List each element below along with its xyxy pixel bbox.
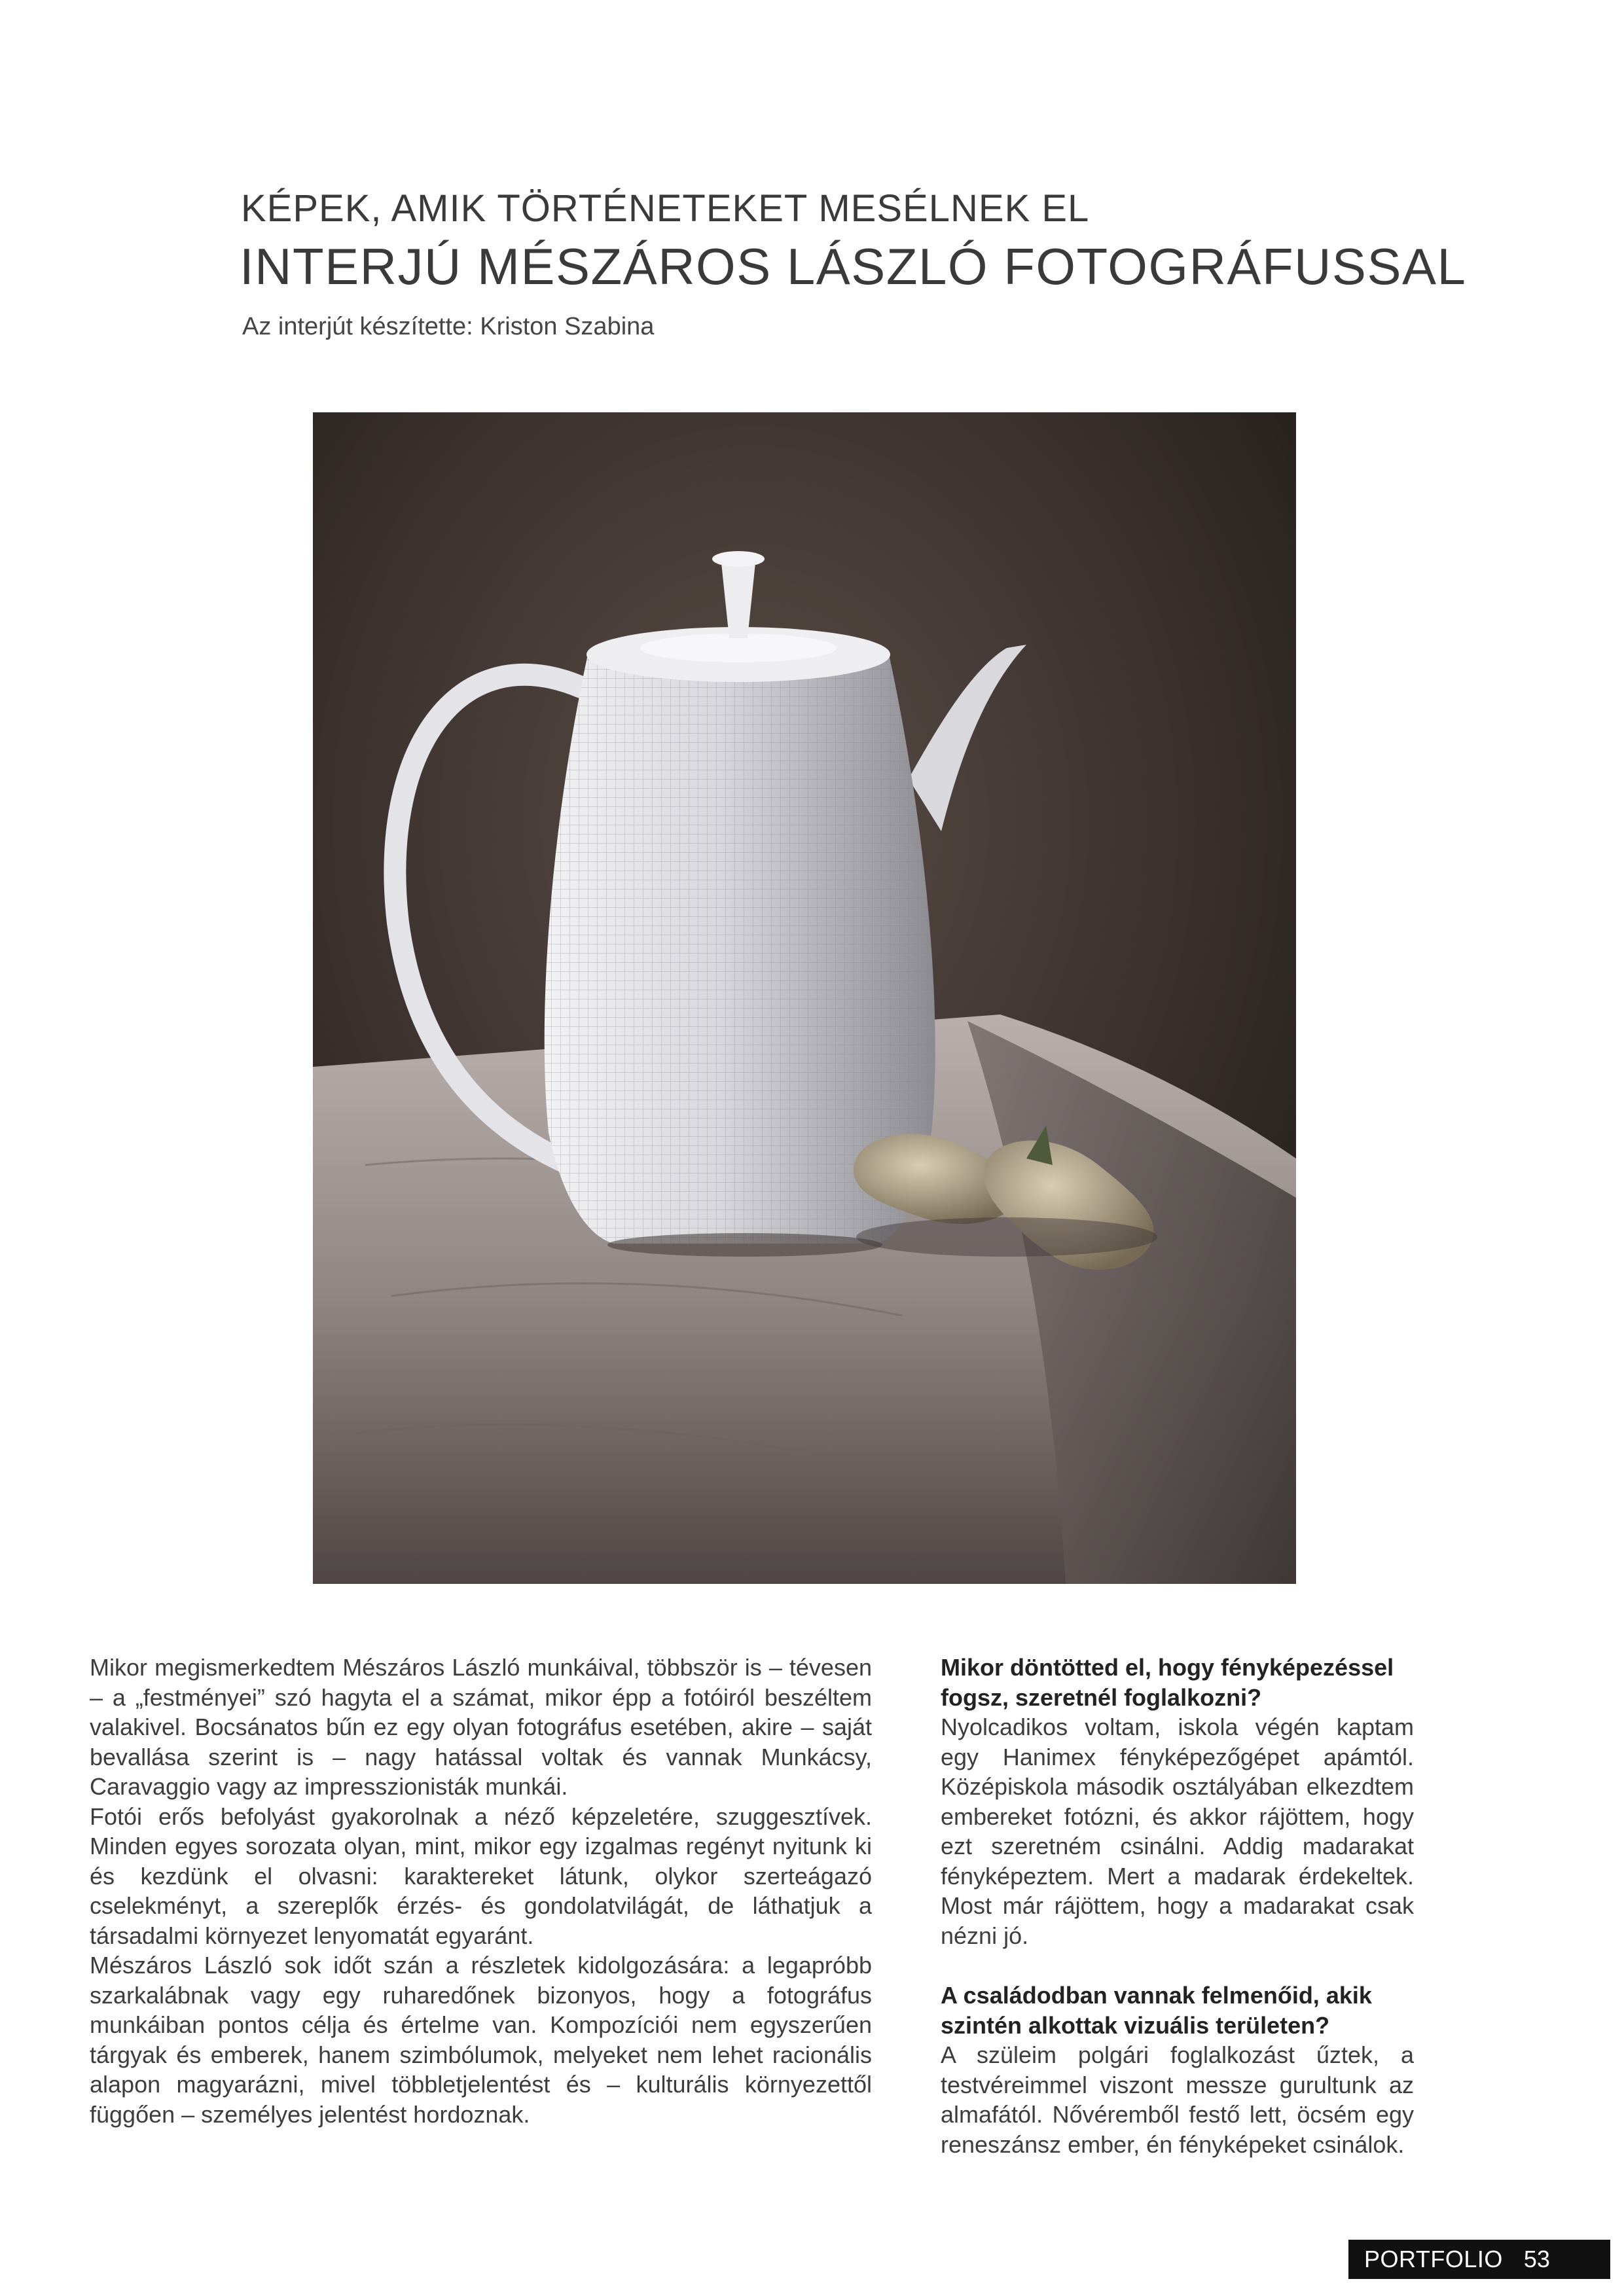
spacer [941,1950,1414,1981]
page-footer [1348,2240,1610,2279]
interview-question: A családodban vannak felmenőid, akik szintén alkottak vizuális területen? [941,1982,1372,2039]
still-life-teapot-ginger-photo [313,412,1296,1584]
interview-question: Mikor döntötted el, hogy fényképezéssel fogsz, szeretnél foglalkozni? [941,1654,1394,1711]
interview-column [941,1653,1414,2159]
article-title: INTERJÚ MÉSZÁROS LÁSZLÓ FOTOGRÁFUSSAL [240,238,1467,295]
section-name: PORTFOLIO [1364,2246,1503,2272]
article-kicker: KÉPEK, AMIK TÖRTÉNETEKET MESÉLNEK EL [241,187,1090,230]
page-number: 53 [1523,2246,1550,2272]
still-life-photo [313,412,1296,1584]
article-byline: Az interjút készítette: Kriston Szabina [242,313,655,340]
intro-column [90,1653,872,2129]
interview-answer: A szüleim polgári foglalkozást űztek, a testvéreimmel viszont messze gurultunk az almafától. Nővéremből festő lett, öcsém egy reneszánsz ember, én fényképeket csinálok. [941,2041,1414,2158]
intro-paragraph: Mikor megismerkedtem Mészáros László munkáival, többször is – tévesen – a „festményei” szó hagyta el a számat, mikor épp a fotóiról beszéltem valakivel. Bocsánatos bűn ez egy olyan fotográfus esetében, akire – saját bevallása szerint is – nagy hatással voltak és vannak Munkácsy, Caravaggio vagy az impresszionisták munkái. [90,1654,872,1800]
intro-paragraph: Mészáros László sok időt szán a részletek kidolgozására: a legapróbb szarkalábnak vagy egy ruharedőnek bizonyos, hogy a fotográfus munkáiban pontos célja és értelme van. Kompozíciói nem egyszerűen tárgyak és emberek, hanem szimbólumok, melyeket nem lehet racionális alapon magyarázni, mivel többletjelentést és – kulturális környezettől függően – személyes jelentést hordoznak. [90,1952,872,2128]
interview-answer: Nyolcadikos voltam, iskola végén kaptam egy Hanimex fényképezőgépet apámtól. Középiskola második osztályában elkezdtem embereket fotózni, és akkor rájöttem, hogy ezt szeretném csinálni. Addig madarakat fényképeztem. Mert a madarak érdekeltek. Most már rájöttem, hogy a madarakat csak nézni jó. [941,1713,1414,1949]
intro-paragraph: Fotói erős befolyást gyakorolnak a néző képzeletére, szuggesztívek. Minden egyes sorozata olyan, mint, mikor egy izgalmas regényt nyitunk ki és kezdünk el olvasni: karaktereket látunk, olykor szerteágazó cselekményt, a szereplők érzés- és gondolatvilágát, de láthatjuk a társadalmi környezet lenyomatát egyaránt. [90,1803,872,1949]
